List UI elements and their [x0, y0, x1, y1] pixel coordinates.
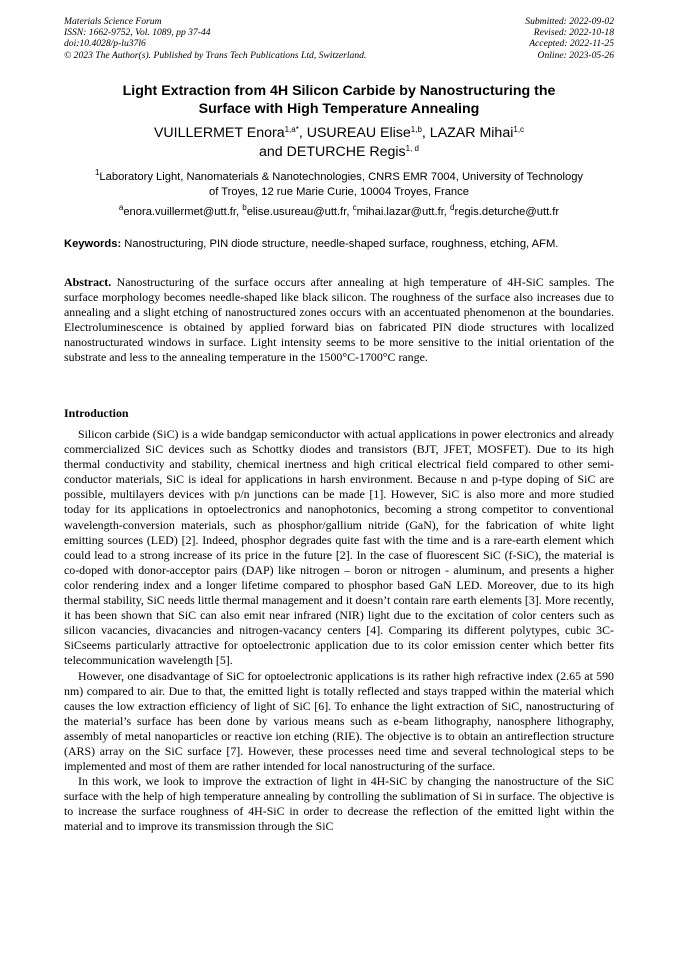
author-3: , LAZAR Mihai — [421, 125, 514, 141]
email-d[interactable]: regis.deturche@utt.fr — [454, 206, 560, 218]
email-list — [64, 205, 614, 219]
submission-dates — [525, 16, 614, 61]
author-list — [64, 124, 614, 162]
intro-paragraph-2: However, one disadvantage of SiC for optoelectronic applications is its rather high refractive index (2.65 at 590 nm) compared to air. Due to that, the emitted light is totally reflected and stays trapped within the material which causes the low extraction efficiency of light of SiC [6]. To enhance the light extraction of SiC, nanostructuring of the material’s surface has been done by various means such as e-beam lithography, nanosphere lithography, assembly of metal nanoparticles or reactive ion etching (RIE). The objective is to obtain an antireflection structure (ARS) array on the SiC surface [7]. However, these processes need time and several technological steps to be implemented and most of them are rather intended for local nanostructuring of the surface. — [64, 668, 614, 774]
intro-paragraph-1: Silicon carbide (SiC) is a wide bandgap semiconductor with actual applications in power electronics and already commercialized SiC devices such as Schottky diodes and transistors (BJT, JFET, MOSFET). Due to its high thermal conductivity and stability, chemical inertness and high critical electrical field compared to other semi-conductor materials, SiC is ideal for applications in harsh environment. Because n and p-type doping of SiC are possible, multilayers devices with p/n junctions can be made [1]. However, SiC is also more and more studied today for its applications in optoelectronics and nanophotonics, becoming a strong competitor to conventional wavelength-conversion materials, such as phosphor/gallium nitride (GaN), for the fabrication of white light emitting sources (LED) [2]. Indeed, phosphor degrades quite fast with the time and is a rare-earth element which could lead to a strong increase of its price in the future [2]. In the case of fluorescent SiC (f-SiC), the material is co-doped with donor-acceptor pairs (DAP) like nitrogen – boron or nitrogen - aluminum, and presents a higher color rendering index and a longer lifetime compared to phosphor based GaN LED. Moreover, due to its high thermal stability, SiC needs little thermal management and it doesn’t contain rare earth elements [3]. More recently, it has been shown that SiC can also emit near infrared (NIR) light due to the excitation of color centers such as silicon vacancies, divacancies and nitrogen-vacancy centers [4]. Comparing its different polytypes, cubic 3C-SiCseems particularly attractive for optoelectronic application due to its color emission center which better fits telecommunication wavelength [5]. — [64, 427, 614, 668]
journal-copyright: © 2023 The Author(s). Published by Trans Tech Publications Ltd, Switzerland. — [64, 49, 367, 61]
abstract — [64, 275, 614, 366]
introduction-heading: Introduction — [64, 406, 129, 420]
email-a[interactable]: enora.vuillermet@utt.fr, — [123, 206, 243, 218]
author-2: , USUREAU Elise — [298, 125, 411, 141]
affiliation-sup: 1 — [94, 168, 100, 177]
date-accepted: Accepted: 2022-11-25 — [529, 38, 614, 50]
email-d-sup: d — [450, 203, 455, 212]
abstract-label: Abstract. — [64, 275, 112, 289]
date-submitted: Submitted: 2022-09-02 — [525, 16, 614, 27]
keywords — [64, 237, 624, 251]
affiliation-line-1 — [64, 170, 614, 185]
date-online: Online: 2023-05-26 — [537, 49, 614, 61]
journal-header — [64, 16, 614, 61]
author-1: VUILLERMET Enora — [153, 125, 285, 141]
journal-doi: doi:10.4028/p-lu37l6 — [64, 38, 146, 50]
author-4-sup: 1, d — [405, 144, 419, 153]
journal-issn: ISSN: 1662-9752, Vol. 1089, pp 37-44 — [64, 27, 211, 39]
author-3-sup: 1,c — [513, 125, 525, 134]
keywords-label: Keywords: — [64, 238, 122, 250]
affiliation-text-1: Laboratory Light, Nanomaterials & Nanotechnologies, CNRS EMR 7004, University of Technology — [99, 171, 584, 183]
affiliation — [64, 170, 614, 200]
email-c-sup: c — [352, 203, 357, 212]
paper-title — [64, 82, 614, 118]
author-2-sup: 1,b — [410, 125, 422, 134]
abstract-text: Nanostructuring of the surface occurs after annealing at high temperature of 4H-SiC samples. The surface morphology becomes needle-shaped like black silicon. The roughness of the surface also increases due to annealing and a slight etching of nanostructured zones occurs with an accentuated phenomenon at the boundaries. Electroluminescence is obtained by applied forward bias on fabricated PIN diode structures with localized nanostructurated windows in surface. Light intensity seems to be more sensitive to the initial orientation of the substrate and less to the annealing temperature in the 1500°C-1700°C range. — [64, 275, 614, 365]
journal-info — [64, 16, 366, 61]
email-c[interactable]: mihai.lazar@utt.fr, — [356, 206, 451, 218]
email-b-sup: b — [242, 203, 247, 212]
journal-name: Materials Science Forum — [64, 16, 162, 27]
title-line-2: Surface with High Temperature Annealing — [198, 101, 480, 117]
keywords-text: Nanostructuring, PIN diode structure, needle-shaped surface, roughness, etching, AFM. — [121, 238, 559, 250]
title-line-1: Light Extraction from 4H Silicon Carbide by Nanostructuring the — [122, 83, 556, 99]
email-a-sup: a — [118, 203, 124, 212]
author-1-sup: 1,a* — [284, 125, 299, 134]
date-revised: Revised: 2022-10-18 — [533, 27, 614, 39]
intro-paragraph-3: In this work, we look to improve the extraction of light in 4H-SiC by changing the nanostructure of the SiC surface with the help of high temperature annealing by controlling the sublimation of Si in surface. The objective is to increase the surface roughness of 4H-SiC in order to decrease the reflection of the emitted light within the material and to improve its transmission through the SiC — [64, 774, 614, 834]
affiliation-line-2: of Troyes, 12 rue Marie Curie, 10004 Troyes, France — [209, 186, 469, 198]
email-b[interactable]: elise.usureau@utt.fr, — [246, 206, 353, 218]
introduction-body — [64, 427, 614, 835]
author-4: and DETURCHE Regis — [259, 144, 406, 160]
authors-line-1 — [64, 124, 614, 143]
authors-line-2 — [64, 143, 614, 162]
